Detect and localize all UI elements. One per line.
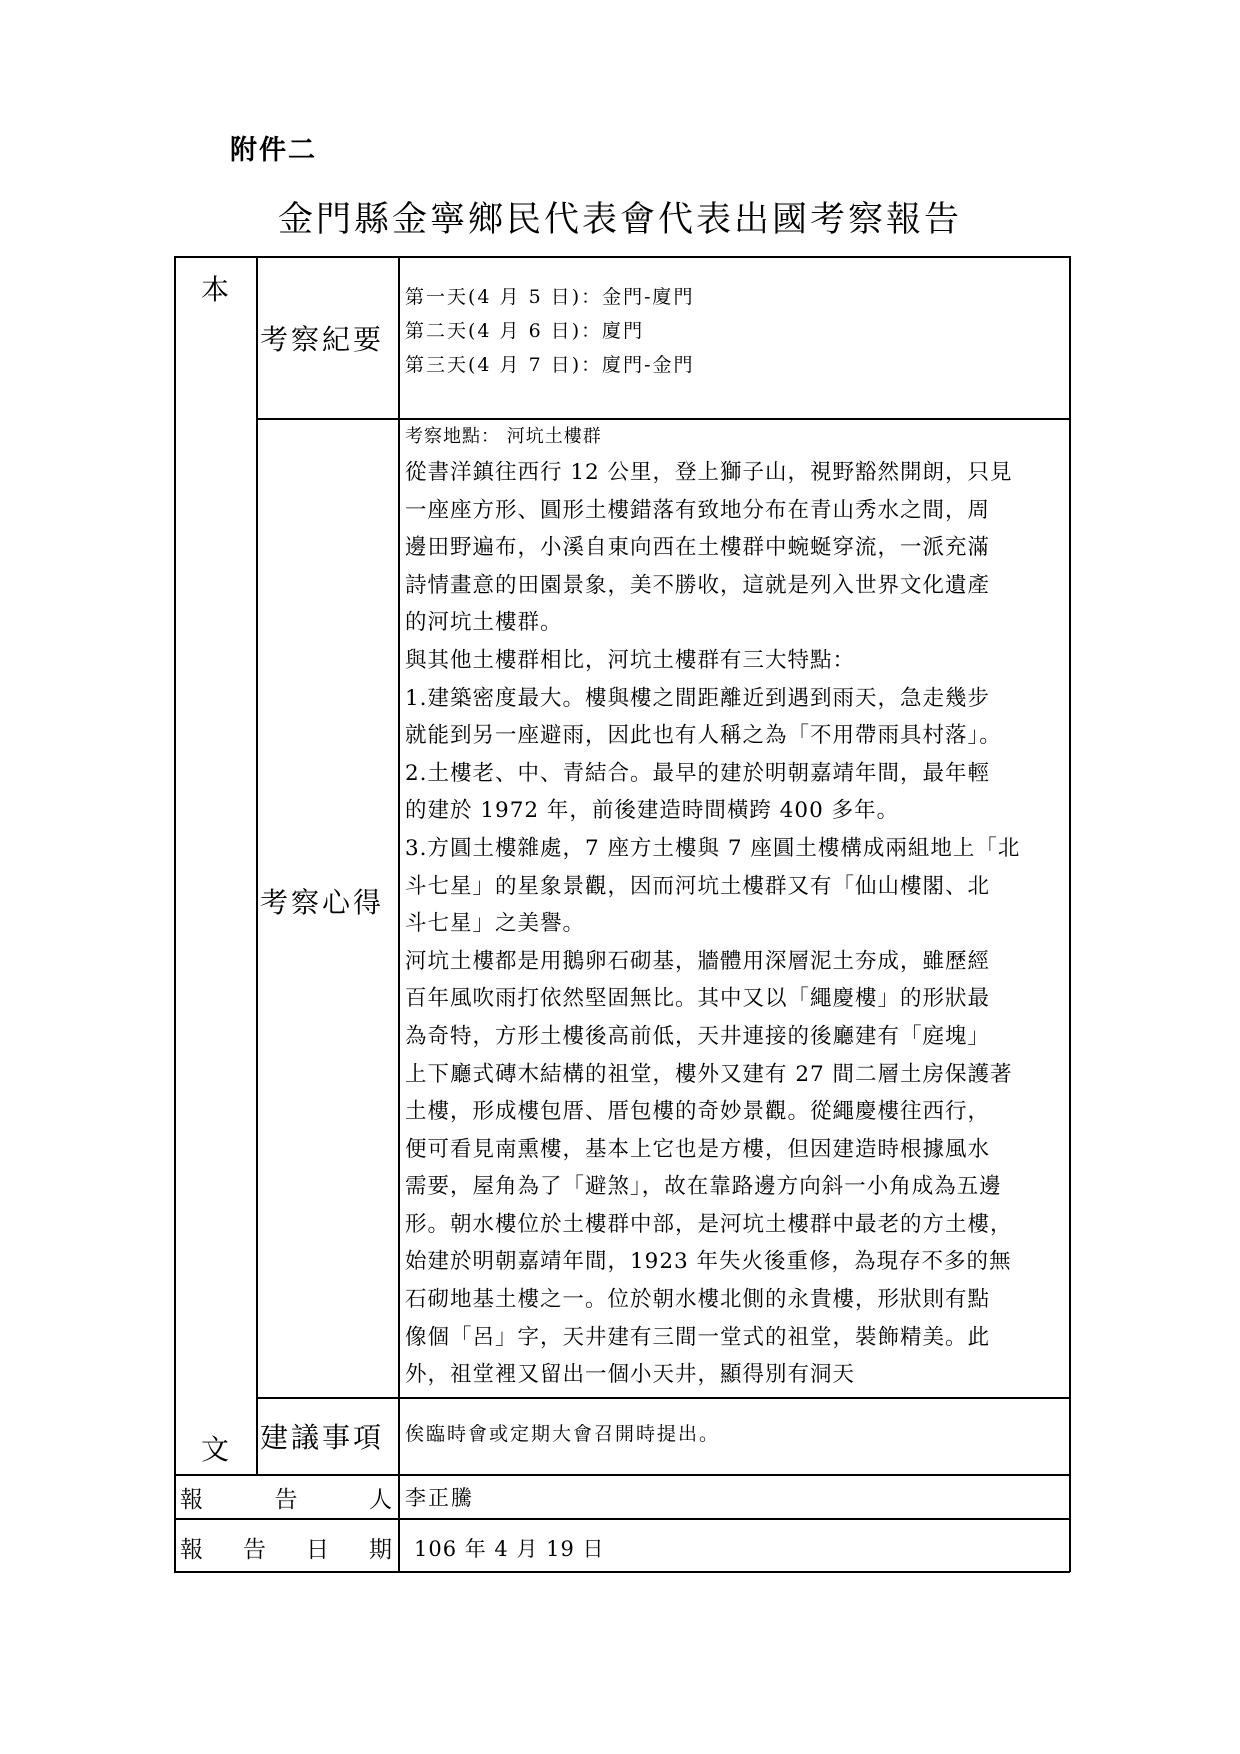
row-divider <box>174 1474 1070 1476</box>
insights-label: 考察心得 <box>260 886 385 919</box>
insights-line: 百年風吹雨打依然堅固無比。其中又以「繩慶樓」的形狀最 <box>405 986 991 1012</box>
insights-line: 的河坑土樓群。 <box>405 610 563 636</box>
row-divider <box>256 1397 1070 1399</box>
column-divider <box>398 256 400 1572</box>
side-label-top: 本 <box>200 273 229 306</box>
insights-line: 形。朝水樓位於土樓群中部，是河坑土樓群中最老的方土樓， <box>405 1211 1013 1237</box>
report-date-label-char: 日 <box>306 1537 329 1563</box>
insights-line: 石砌地基土樓之一。位於朝水樓北側的永貴樓，形狀則有點 <box>405 1287 991 1313</box>
table-border-left <box>174 256 176 1572</box>
insights-line: 詩情畫意的田園景象，美不勝收，這就是列入世界文化遺產 <box>405 572 991 598</box>
reporter-label <box>180 1481 392 1514</box>
insights-content <box>405 420 1067 1394</box>
insights-line: 就能到另一座避雨，因此也有人稱之為「不用帶雨具村落」。 <box>405 723 1002 749</box>
insights-line: 斗七星」的星象景觀，因而河坑土樓群又有「仙山樓閣、北 <box>405 873 991 899</box>
insights-line: 2.土樓老、中、青結合。最早的建於明朝嘉靖年間，最年輕 <box>405 760 991 786</box>
table-border-top <box>174 256 1070 258</box>
insights-line: 外，祖堂裡又留出一個小天井，顯得別有洞天 <box>405 1362 856 1388</box>
row-divider <box>174 1518 1070 1520</box>
attachment-label: 附件二 <box>230 135 317 166</box>
itinerary-day-3: 第三天(4 月 7 日)：廈門-金門 <box>405 354 695 376</box>
report-date-value: 106 年 4 月 19 日 <box>414 1537 605 1561</box>
insights-line: 一座座方形、圓形土樓錯落有致地分布在青山秀水之間，周 <box>405 497 991 523</box>
insights-line: 3.方圓土樓雜處，7 座方土樓與 7 座圓土樓構成兩組地上「北 <box>405 835 1021 861</box>
insights-line: 需要，屋角為了「避煞」，故在靠路邊方向斜一小角成為五邊 <box>405 1174 1002 1200</box>
insights-line: 始建於明朝嘉靖年間，1923 年失火後重修，為現存不多的無 <box>405 1249 1012 1275</box>
report-date-label <box>180 1531 392 1564</box>
reporter-label-char: 報 <box>180 1487 203 1513</box>
insights-line: 土樓，形成樓包厝、厝包樓的奇妙景觀。從繩慶樓往西行， <box>405 1099 991 1125</box>
itinerary-day-2: 第二天(4 月 6 日)：廈門 <box>405 320 645 342</box>
insights-paragraphs <box>405 454 1067 1394</box>
itinerary-label: 考察紀要 <box>260 323 385 356</box>
insights-location: 考察地點： 河坑土樓群 <box>405 426 602 447</box>
insights-line: 像個「呂」字，天井建有三間一堂式的祖堂，裝飾精美。此 <box>405 1324 991 1350</box>
document-title: 金門縣金寧鄉民代表會代表出國考察報告 <box>277 200 962 240</box>
insights-line: 河坑土樓都是用鵝卵石砌基，牆體用深層泥土夯成，雖歷經 <box>405 948 991 974</box>
recommendations-text: 俟臨時會或定期大會召開時提出。 <box>405 1423 721 1445</box>
insights-line: 邊田野遍布，小溪自東向西在土樓群中蜿蜒穿流，一派充滿 <box>405 535 991 561</box>
reporter-label-char: 告 <box>274 1487 298 1513</box>
itinerary-day-1: 第一天(4 月 5 日)：金門-廈門 <box>405 286 695 308</box>
table-border-right <box>1069 256 1071 1572</box>
insights-line: 1.建築密度最大。樓與樓之間距離近到遇到雨天，急走幾步 <box>405 685 991 711</box>
column-divider <box>256 256 258 1474</box>
insights-line: 便可看見南熏樓，基本上它也是方樓，但因建造時根據風水 <box>405 1136 991 1162</box>
report-date-label-char: 告 <box>243 1537 266 1563</box>
insights-line: 上下廳式磚木結構的祖堂，樓外又建有 27 間二層土房保護著 <box>405 1061 1013 1087</box>
report-date-label-char: 期 <box>369 1537 392 1563</box>
insights-line: 為奇特，方形土樓後高前低，天井連接的後廳建有「庭塊」 <box>405 1023 991 1049</box>
report-table <box>174 256 1070 1572</box>
side-label-bottom: 文 <box>200 1433 229 1466</box>
insights-line: 斗七星」之美譽。 <box>405 911 586 937</box>
reporter-name: 李正騰 <box>405 1486 474 1510</box>
insights-line: 與其他土樓群相比，河坑土樓群有三大特點： <box>405 647 856 673</box>
itinerary-content <box>405 280 695 382</box>
recommendations-label: 建議事項 <box>260 1421 385 1454</box>
report-date-label-char: 報 <box>180 1537 203 1563</box>
insights-line: 從書洋鎮往西行 12 公里，登上獅子山，視野豁然開朗，只見 <box>405 460 1013 485</box>
reporter-label-char: 人 <box>369 1487 392 1513</box>
table-border-bottom <box>174 1571 1070 1573</box>
insights-line: 的建於 1972 年，前後建造時間橫跨 400 多年。 <box>405 798 900 824</box>
